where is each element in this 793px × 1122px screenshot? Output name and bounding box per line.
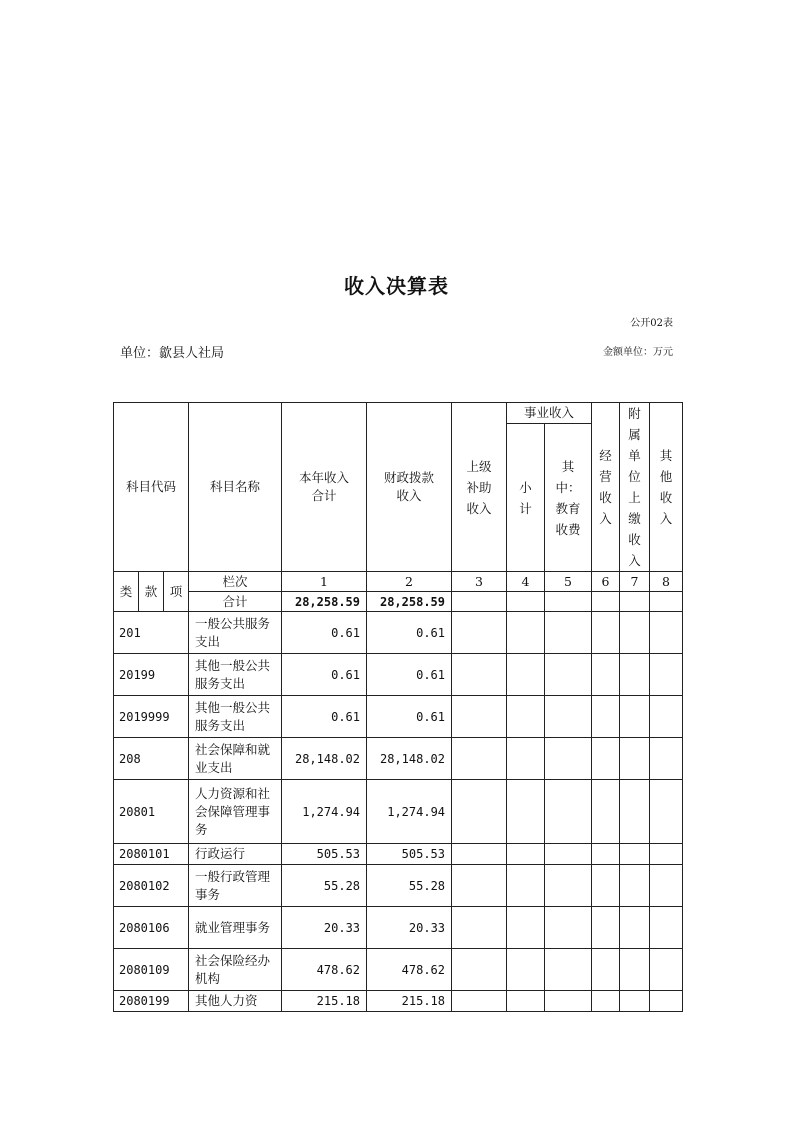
row-code: 2080199 bbox=[114, 991, 189, 1012]
form-number: 公开02表 bbox=[630, 318, 673, 329]
table-row bbox=[114, 991, 683, 1012]
row-fiscal: 0.61 bbox=[367, 654, 452, 696]
income-table bbox=[113, 402, 683, 1012]
col-index-5: 5 bbox=[545, 572, 592, 592]
row-name: 其他一般公共服务支出 bbox=[189, 654, 282, 696]
row-code: 20199 bbox=[114, 654, 189, 696]
total-label: 合计 bbox=[189, 592, 282, 612]
col-index-2: 2 bbox=[367, 572, 452, 592]
row-code: 2080101 bbox=[114, 844, 189, 865]
row-name: 一般行政管理事务 bbox=[189, 865, 282, 907]
row-fiscal: 1,274.94 bbox=[367, 780, 452, 844]
header-name: 科目名称 bbox=[189, 403, 282, 572]
col-index-1: 1 bbox=[282, 572, 367, 592]
header-fushu: 附属单位上缴收入 bbox=[620, 403, 650, 572]
unit-organization: 单位：歙县人社局 bbox=[120, 346, 225, 361]
row-name: 其他一般公共服务支出 bbox=[189, 696, 282, 738]
row-name: 人力资源和社会保障管理事务 bbox=[189, 780, 282, 844]
row-code: 20801 bbox=[114, 780, 189, 844]
table-row bbox=[114, 907, 683, 949]
col-index-8: 8 bbox=[650, 572, 683, 592]
row-total: 55.28 bbox=[282, 865, 367, 907]
row-fiscal: 20.33 bbox=[367, 907, 452, 949]
table-row bbox=[114, 780, 683, 844]
header-superior: 上级补助收入 bbox=[452, 403, 507, 572]
table-row bbox=[114, 654, 683, 696]
row-code: 201 bbox=[114, 612, 189, 654]
header-total: 本年收入合计 bbox=[282, 403, 367, 572]
row-total: 0.61 bbox=[282, 612, 367, 654]
col-index-3: 3 bbox=[452, 572, 507, 592]
header-jingying: 经营收入 bbox=[592, 403, 620, 572]
row-code: 2019999 bbox=[114, 696, 189, 738]
table-row bbox=[114, 696, 683, 738]
row-name: 一般公共服务支出 bbox=[189, 612, 282, 654]
header-other: 其他收入 bbox=[650, 403, 683, 572]
row-name: 社会保障和就业支出 bbox=[189, 738, 282, 780]
header-kuan: 款 bbox=[139, 572, 164, 612]
table-row bbox=[114, 844, 683, 865]
table-row bbox=[114, 612, 683, 654]
row-fiscal: 0.61 bbox=[367, 612, 452, 654]
row-fiscal: 28,148.02 bbox=[367, 738, 452, 780]
header-xiang: 项 bbox=[164, 572, 189, 612]
row-total: 28,148.02 bbox=[282, 738, 367, 780]
header-code: 科目代码 bbox=[114, 403, 189, 572]
header-lanci: 栏次 bbox=[189, 572, 282, 592]
row-total: 20.33 bbox=[282, 907, 367, 949]
row-total: 215.18 bbox=[282, 991, 367, 1012]
row-fiscal: 505.53 bbox=[367, 844, 452, 865]
row-name: 社会保险经办机构 bbox=[189, 949, 282, 991]
table-row bbox=[114, 865, 683, 907]
row-total: 505.53 bbox=[282, 844, 367, 865]
row-total: 478.62 bbox=[282, 949, 367, 991]
row-name: 其他人力资 bbox=[189, 991, 282, 1012]
table-row bbox=[114, 738, 683, 780]
header-fiscal: 财政拨款收入 bbox=[367, 403, 452, 572]
row-code: 208 bbox=[114, 738, 189, 780]
row-fiscal: 478.62 bbox=[367, 949, 452, 991]
row-total: 0.61 bbox=[282, 696, 367, 738]
header-edu: 其中：教育收费 bbox=[545, 424, 592, 572]
row-fiscal: 215.18 bbox=[367, 991, 452, 1012]
header-shiye: 事业收入 bbox=[507, 403, 592, 424]
page-title: 收入决算表 bbox=[344, 274, 449, 298]
row-total: 1,274.94 bbox=[282, 780, 367, 844]
header-subtotal: 小计 bbox=[507, 424, 545, 572]
col-index-4: 4 bbox=[507, 572, 545, 592]
row-fiscal: 0.61 bbox=[367, 696, 452, 738]
total-fiscal: 28,258.59 bbox=[367, 592, 452, 612]
unit-money: 金额单位：万元 bbox=[603, 347, 673, 358]
col-index-7: 7 bbox=[620, 572, 650, 592]
col-index-6: 6 bbox=[592, 572, 620, 592]
header-lei: 类 bbox=[114, 572, 139, 612]
row-fiscal: 55.28 bbox=[367, 865, 452, 907]
row-name: 就业管理事务 bbox=[189, 907, 282, 949]
row-code: 2080109 bbox=[114, 949, 189, 991]
row-code: 2080102 bbox=[114, 865, 189, 907]
row-total: 0.61 bbox=[282, 654, 367, 696]
row-name: 行政运行 bbox=[189, 844, 282, 865]
row-code: 2080106 bbox=[114, 907, 189, 949]
table-row bbox=[114, 949, 683, 991]
total-income: 28,258.59 bbox=[282, 592, 367, 612]
